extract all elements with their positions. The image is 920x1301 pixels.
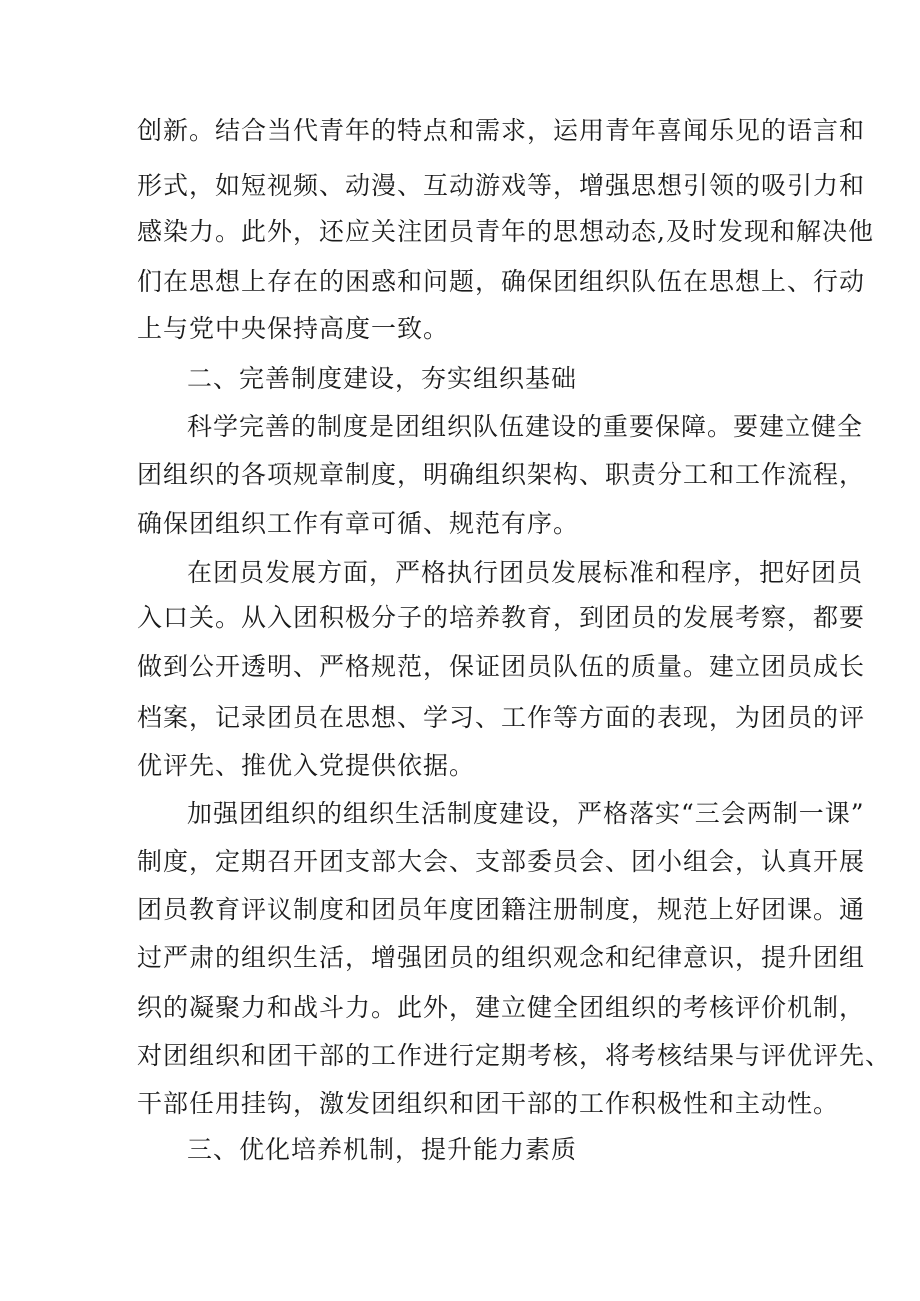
text-line: 制度，定期召开团支部大会、支部委员会、团小组会，认真开展 — [137, 847, 866, 876]
text-line: 织的凝聚力和战斗力。此外，建立健全团组织的考核评价机制， — [137, 993, 866, 1022]
text-line: 优评先、推优入党提供依据。 — [137, 751, 476, 780]
text-line: 做到公开透明、严格规范，保证团员队伍的质量。建立团员成长 — [137, 652, 866, 681]
text-line: 科学完善的制度是团组织队伍建设的重要保障。要建立健全 — [187, 412, 864, 441]
text-line: 感染力。此外，还应关注团员青年的思想动态,及时发现和解决他 — [137, 217, 874, 246]
text-line: 加强团组织的组织生活制度建设，严格落实“三会两制一课” — [187, 799, 865, 828]
text-line: 创新。结合当代青年的特点和需求，运用青年喜闻乐见的语言和 — [137, 116, 866, 145]
text-line: 团组织的各项规章制度，明确组织架构、职责分工和工作流程， — [137, 460, 866, 489]
text-line: 们在思想上存在的困惑和问题，确保团组织队伍在思想上、行动 — [137, 267, 866, 296]
section-heading: 三、优化培养机制，提升能力素质 — [187, 1135, 578, 1164]
text-line: 在团员发展方面，严格执行团员发展标准和程序，把好团员 — [187, 558, 864, 587]
text-line: 确保团组织工作有章可循、规范有序。 — [137, 509, 580, 538]
text-line: 干部任用挂钩，激发团组织和团干部的工作积极性和主动性。 — [137, 1089, 840, 1118]
text-line: 入口关。从入团积极分子的培养教育，到团员的发展考察，都要 — [137, 603, 866, 632]
text-line: 过严肃的组织生活，增强团员的组织观念和纪律意识，提升团组 — [137, 943, 866, 972]
text-line: 上与党中央保持高度一致。 — [137, 314, 450, 343]
text-line: 团员教育评议制度和团员年度团籍注册制度，规范上好团课。通 — [137, 895, 866, 924]
text-line: 形式，如短视频、动漫、互动游戏等，增强思想引领的吸引力和 — [137, 171, 866, 200]
text-line: 档案，记录团员在思想、学习、工作等方面的表现，为团员的评 — [137, 703, 866, 732]
section-heading: 二、完善制度建设，夯实组织基础 — [187, 364, 578, 393]
text-line: 对团组织和团干部的工作进行定期考核，将考核结果与评优评先、 — [137, 1041, 892, 1070]
